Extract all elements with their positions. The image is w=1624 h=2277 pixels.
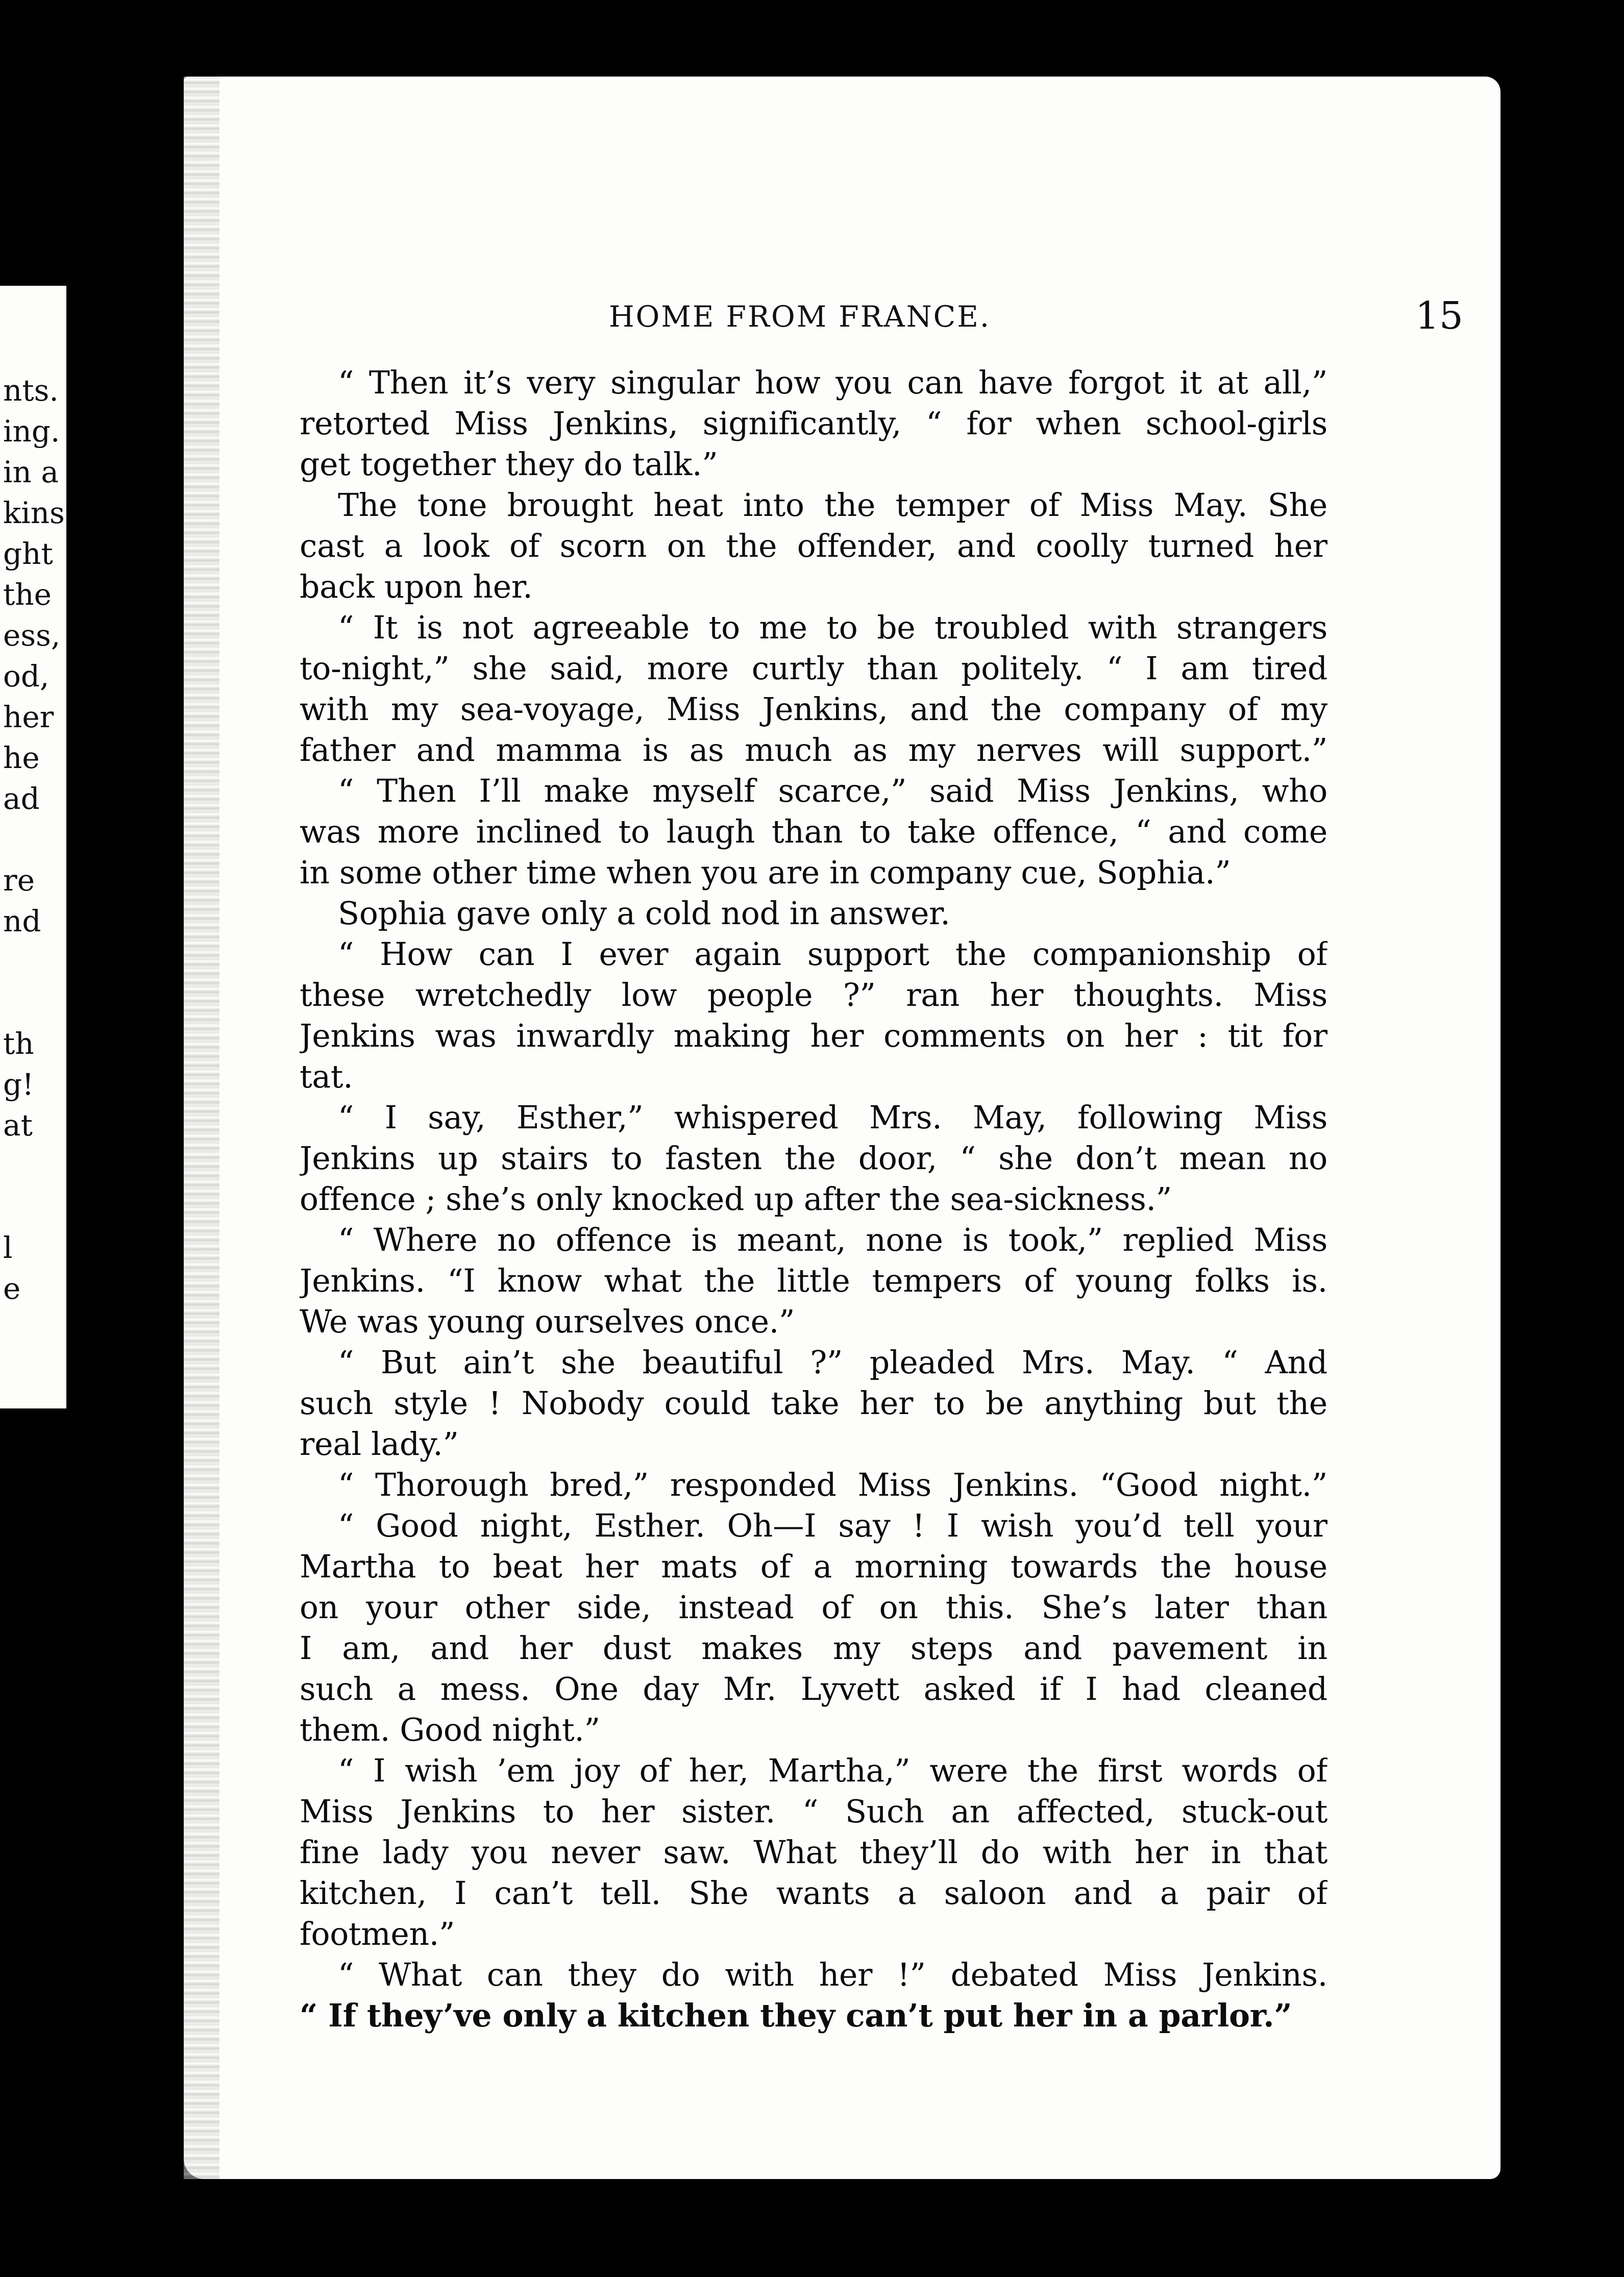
fragment-line: the <box>3 577 52 612</box>
text-line: Jenkins. “I know what the little tempers of young folks is. <box>300 1263 1327 1299</box>
text-line: tat. <box>300 1058 353 1095</box>
text-line: cast a look of scorn on the offender, and coolly turned her <box>300 528 1327 564</box>
body-text <box>300 362 1327 2036</box>
fragment-line: ght <box>3 536 53 571</box>
text-line: footmen.” <box>300 1916 455 1952</box>
text-line: Martha to beat her mats of a morning towards the house <box>300 1548 1327 1585</box>
fragment-line: nd <box>3 904 41 938</box>
text-line: “ Where no offence is meant, none is took,” replied Miss <box>338 1222 1327 1258</box>
fragment-line: od, <box>3 659 50 694</box>
text-line: We was young ourselves once.” <box>300 1303 795 1340</box>
text-line: Miss Jenkins to her sister. “ Such an affected, stuck-out <box>300 1793 1327 1830</box>
text-line: “ If they’ve only a kitchen they can’t put her in a parlor.” <box>300 1997 1292 2034</box>
text-line: kitchen, I can’t tell. She wants a saloon and a pair of <box>300 1875 1327 1912</box>
text-line: Jenkins up stairs to fasten the door, “ she don’t mean no <box>300 1140 1327 1177</box>
text-line: “ Good night, Esther. Oh—I say ! I wish you’d tell your <box>338 1507 1327 1544</box>
fragment-line: ing. <box>3 414 60 449</box>
previous-page-fragments <box>3 370 65 1309</box>
running-head <box>300 291 1484 347</box>
page-number: 15 <box>1415 294 1463 338</box>
text-line: offence ; she’s only knocked up after the sea-sickness.” <box>300 1181 1172 1218</box>
text-line: “ I say, Esther,” whispered Mrs. May, following Miss <box>338 1099 1327 1136</box>
text-line: with my sea-voyage, Miss Jenkins, and the company of my <box>300 691 1327 728</box>
fragment-line: in a <box>3 455 59 489</box>
fragment-line <box>3 942 65 982</box>
fragment-line <box>3 982 65 1023</box>
fragment-line <box>3 1146 65 1186</box>
fragment-line: e <box>3 1271 21 1306</box>
text-line: “ Then I’ll make myself scarce,” said Miss Jenkins, who <box>338 773 1327 809</box>
text-line: “ How can I ever again support the companionship of <box>338 936 1327 973</box>
book-page <box>184 77 1500 2179</box>
text-line: father and mamma is as much as my nerves will support.” <box>300 732 1327 769</box>
fragment-line: her <box>3 700 54 734</box>
text-line: them. Good night.” <box>300 1712 600 1748</box>
text-line: in some other time when you are in company cue, Sophia.” <box>300 854 1231 891</box>
fragment-line: he <box>3 740 40 775</box>
text-line: Sophia gave only a cold nod in answer. <box>338 895 950 932</box>
text-line: The tone brought heat into the temper of Miss May. She <box>338 487 1327 524</box>
fragment-line: l <box>3 1230 13 1265</box>
fragment-line <box>3 819 65 860</box>
text-line: retorted Miss Jenkins, significantly, “ for when school-girls <box>300 405 1327 442</box>
text-line: fine lady you never saw. What they’ll do with her in that <box>300 1834 1327 1871</box>
fragment-line: re <box>3 863 35 898</box>
text-line: back upon her. <box>300 568 533 605</box>
text-line: Jenkins was inwardly making her comments on her : tit for <box>300 1018 1327 1054</box>
fragment-line: nts. <box>3 373 59 408</box>
fragment-line: ess, <box>3 618 61 653</box>
fragment-line: kins <box>3 496 65 530</box>
fragment-line <box>3 1186 65 1227</box>
text-line: “ But ain’t she beautiful ?” pleaded Mrs. May. “ And <box>338 1344 1327 1381</box>
text-line: such a mess. One day Mr. Lyvett asked if I had cleaned <box>300 1671 1327 1707</box>
running-title: HOME FROM FRANCE. <box>608 300 991 334</box>
text-line: was more inclined to laugh than to take offence, “ and come <box>300 813 1327 850</box>
text-line: “ Then it’s very singular how you can have forgot it at all,” <box>338 364 1327 401</box>
text-line: such style ! Nobody could take her to be anything but the <box>300 1385 1327 1422</box>
text-line: “ Thorough bred,” responded Miss Jenkins. “Good night.” <box>338 1467 1327 1503</box>
fragment-line: ad <box>3 781 40 816</box>
text-line: get together they do talk.” <box>300 446 718 483</box>
fragment-line: th <box>3 1026 34 1061</box>
text-line: “ It is not agreeable to me to be troubled with strangers <box>338 609 1327 646</box>
text-line: real lady.” <box>300 1426 459 1463</box>
text-line: to-night,” she said, more curtly than politely. “ I am tired <box>300 650 1327 687</box>
text-line: on your other side, instead of on this. She’s later than <box>300 1589 1327 1626</box>
previous-page-edge <box>0 0 204 2277</box>
fragment-line: at <box>3 1108 33 1143</box>
text-line: these wretchedly low people ?” ran her thoughts. Miss <box>300 977 1327 1013</box>
text-line: “ I wish ’em joy of her, Martha,” were the first words of <box>338 1752 1327 1789</box>
fragment-line: g! <box>3 1067 34 1102</box>
text-line: “ What can they do with her !” debated Miss Jenkins. <box>338 1957 1327 1993</box>
text-line: I am, and her dust makes my steps and pavement in <box>300 1630 1327 1667</box>
binding-shadow <box>184 77 219 2179</box>
